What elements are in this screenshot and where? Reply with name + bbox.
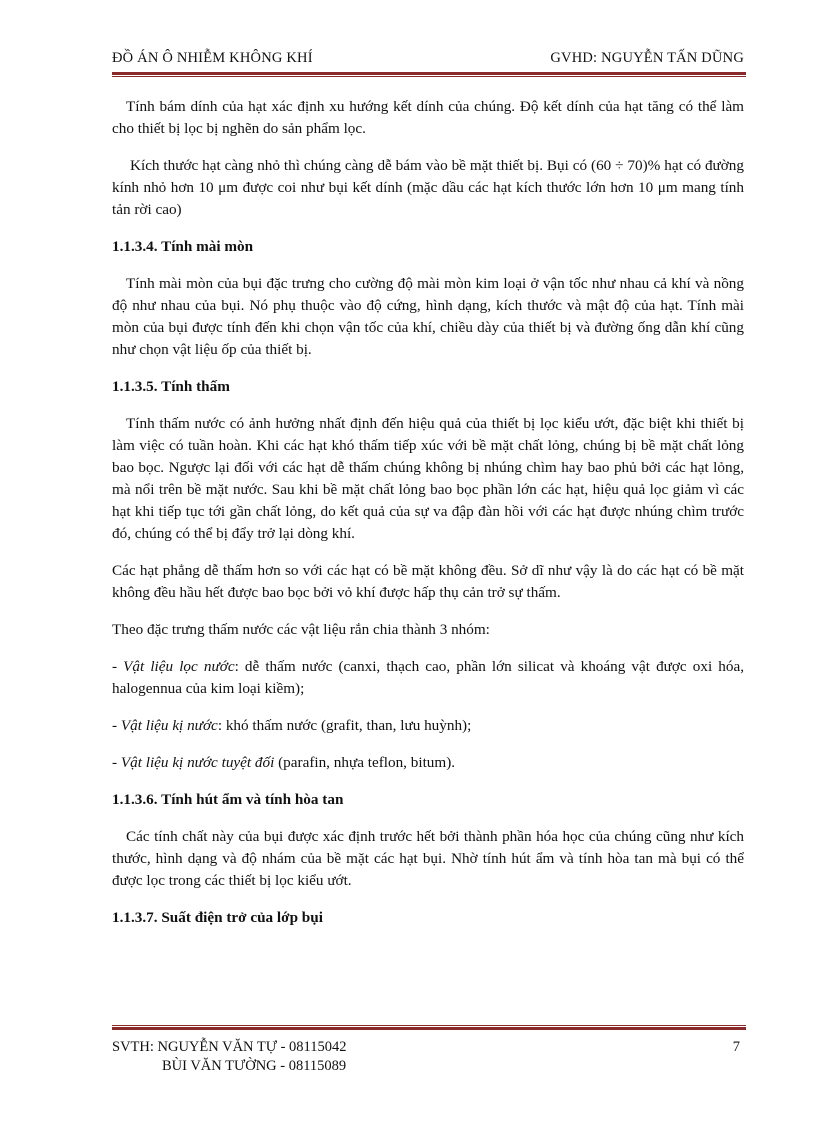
section-heading-resistivity: 1.1.3.7. Suất điện trở của lớp bụi bbox=[112, 909, 323, 926]
term-hydrophilic: Vật liệu lọc nước bbox=[123, 658, 235, 675]
section-heading-hygroscopicity: 1.1.3.6. Tính hút ẩm và tính hòa tan bbox=[112, 791, 344, 808]
footer-student-2: BÙI VĂN TƯỜNG - 08115089 bbox=[162, 1058, 347, 1074]
header-supervisor: GVHD: NGUYỄN TẤN DŨNG bbox=[550, 50, 744, 66]
paragraph-groups-intro: Theo đặc trưng thấm nước các vật liệu rắn chia thành 3 nhóm: bbox=[112, 621, 490, 638]
list-item-hydrophilic bbox=[112, 656, 744, 700]
page-content bbox=[112, 96, 744, 929]
section-heading-abrasion: 1.1.3.4. Tính mài mòn bbox=[112, 238, 254, 255]
page-header bbox=[112, 50, 744, 70]
paragraph-wettability: Tính thấm nước có ảnh hưởng nhất định đến hiệu quả của thiết bị lọc kiểu ướt, đặc biệt khi thiết bị làm việc có tuần hoàn. Khi các hạt khó thấm tiếp xúc với bề mặt chất lỏng, chúng bị bề mặt chất lỏng bao bọc. Ngược lại đối với các hạt dễ thấm chúng không bị nhúng chìm hay bao phủ bởi các hạt lỏng, mà nổi trên bề mặt nước. Sau khi bề mặt chất lỏng bao bọc phần lớn các hạt, hiệu quả lọc giảm vì các hạt khi tiếp tục tới gần chất lỏng, do kết quả của sự va đập đàn hồi với các hạt được nhúng chìm trước đó, chúng có thể bị đẩy trở lại dòng khí. bbox=[112, 415, 744, 542]
list-dash: - bbox=[112, 717, 121, 734]
footer-rule-thin bbox=[112, 1025, 746, 1026]
footer-student-1: SVTH: NGUYỄN VĂN TỰ - 08115042 bbox=[112, 1039, 347, 1055]
list-item-absolute-hydrophobic bbox=[112, 752, 744, 774]
footer-rule-thick bbox=[112, 1027, 746, 1030]
list-item-text: (parafin, nhựa teflon, bitum). bbox=[274, 754, 456, 771]
paragraph-flat-particles: Các hạt phẳng dễ thấm hơn so với các hạt có bề mặt không đều. Sở dĩ như vậy là do các hạt có bề mặt không đều hầu hết được bao bọc bởi vỏ khí được hấp thụ cản trở sự thấm. bbox=[112, 562, 744, 601]
list-dash: - bbox=[112, 658, 124, 675]
paragraph-abrasion: Tính mài mòn của bụi đặc trưng cho cường độ mài mòn kim loại ở vận tốc như nhau cả khí và nồng độ như nhau của bụi. Nó phụ thuộc vào độ cứng, hình dạng, kích thước và mật độ của hạt. Tính mài mòn của bụi được tính đến khi chọn vận tốc của khí, chiều dày của thiết bị và đường ống dẫn khí cũng như chọn vật liệu ốp của thiết bị. bbox=[112, 275, 744, 358]
paragraph-adhesion: Tính bám dính của hạt xác định xu hướng kết dính của chúng. Độ kết dính của hạt tăng có thể làm cho thiết bị lọc bị nghẽn do sản phẩm lọc. bbox=[112, 98, 744, 137]
paragraph-hygroscopicity: Các tính chất này của bụi được xác định trước hết bởi thành phần hóa học của chúng cũng như kích thước, hình dạng và độ nhám của bề mặt các hạt bụi. Nhờ tính hút ẩm và tính hòa tan mà bụi có thể được lọc trong các thiết bị lọc kiểu ướt. bbox=[112, 828, 744, 889]
term-hydrophobic: Vật liệu kị nước bbox=[120, 717, 218, 734]
paragraph-particle-size: Kích thước hạt càng nhỏ thì chúng càng dễ bám vào bề mặt thiết bị. Bụi có (60 ÷ 70)% hạt có đường kính nhỏ hơn 10 μm được coi như bụi kết dính (mặc dầu các hạt kích thước lớn hơn 10 μm mang tính tản rời cao) bbox=[112, 157, 744, 218]
list-item-hydrophobic bbox=[112, 715, 744, 737]
section-heading-wettability: 1.1.3.5. Tính thấm bbox=[112, 378, 230, 395]
term-absolute-hydrophobic: Vật liệu kị nước tuyệt đối bbox=[120, 754, 275, 771]
list-dash: - bbox=[112, 754, 121, 771]
header-rule bbox=[112, 72, 746, 78]
footer-rule bbox=[112, 1025, 746, 1031]
list-item-text: : dễ thấm nước (canxi, thạch cao, phần lớn silicat và khoáng vật được oxi hóa, halogennua của kim loại kiềm); bbox=[112, 658, 744, 697]
header-rule-thick bbox=[112, 72, 746, 75]
header-title: ĐỒ ÁN Ô NHIỄM KHÔNG KHÍ bbox=[112, 50, 313, 66]
list-item-text: : khó thấm nước (grafit, than, lưu huỳnh); bbox=[217, 717, 472, 734]
page-number: 7 bbox=[732, 1039, 740, 1055]
header-rule-thin bbox=[112, 76, 746, 77]
